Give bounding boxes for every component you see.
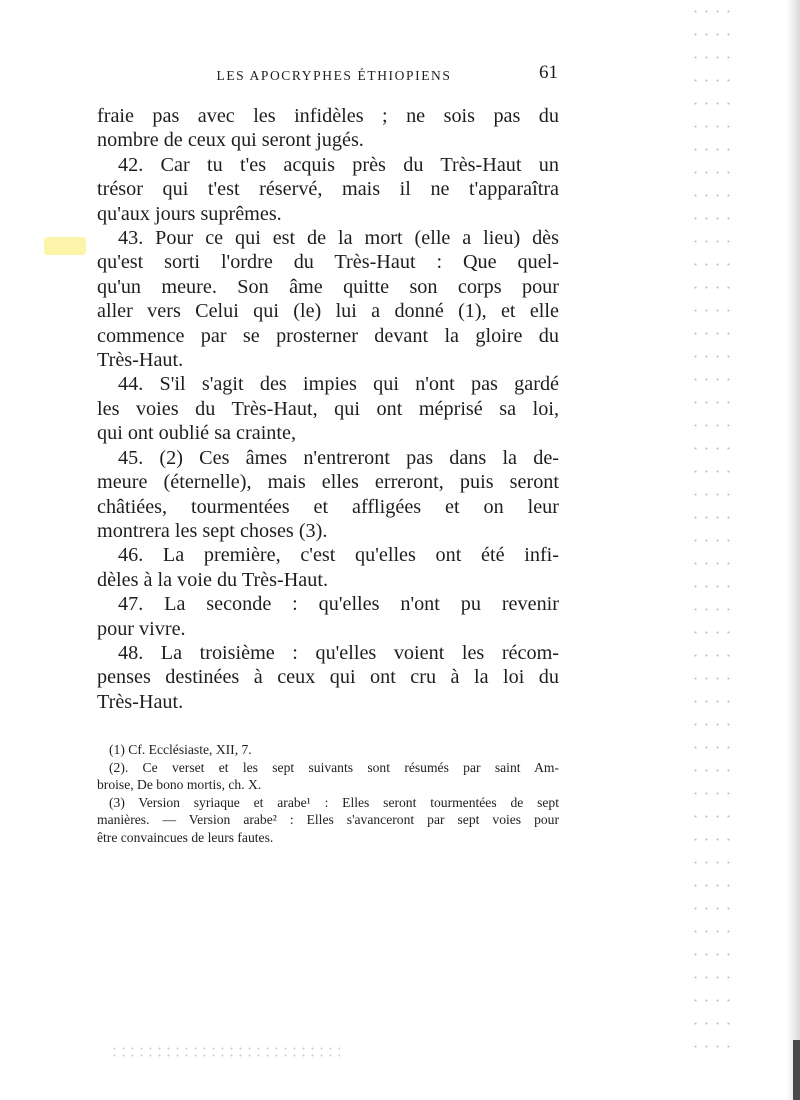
body-line: qu'un meure. Son âme quitte son corps pour [97,275,559,298]
scan-edge-line [793,1040,800,1100]
body-line: qu'aux jours suprêmes. [97,202,282,225]
footnote-3: (3) Version syriaque et arabe¹ : Elles seront tourmentées de sept [109,794,559,810]
body-line: meure (éternelle), mais elles erreront, puis seront [97,471,559,494]
scan-noise-bottom [110,1045,340,1059]
page-number: 61 [539,62,558,83]
footnote-3-cont: être convaincues de leurs fautes. [97,829,274,845]
body-line: nombre de ceux qui seront jugés. [97,129,364,152]
footnote-3-cont: manières. — Version arabe² : Elles s'avanceront par sept voies pour [97,812,559,827]
body-line: trésor qui t'est réservé, mais il ne t'apparaîtra [97,178,559,201]
body-line: Très-Haut. [97,690,184,713]
body-line: fraie pas avec les infidèles ; ne sois pas du [97,105,559,127]
verse-47-start: 47. La seconde : qu'elles n'ont pu revenir [118,593,559,616]
scan-edge-shadow [786,0,800,1100]
footnote-2-cont: broise, De bono mortis, ch. X. [97,777,262,792]
verse-48-start: 48. La troisième : qu'elles voient les récom- [118,641,559,664]
footnote-2: (2). Ce verset et les sept suivants sont résumés par saint Am- [109,759,559,775]
verse-42-start: 42. Car tu t'es acquis près du Très-Haut un [118,153,559,176]
footnote-1: (1) Cf. Ecclésiaste, XII, 7. [109,742,252,757]
body-line: qui ont oublié sa crainte, [97,422,297,445]
body-line: qu'est sorti l'ordre du Très-Haut : Que quel- [97,251,559,274]
body-line: penses destinées à ceux qui ont cru à la loi du [97,666,559,689]
highlighter-mark [44,237,86,255]
body-line: châtiées, tourmentées et affligées et on leur [97,495,559,518]
verse-44-start: 44. S'il s'agit des impies qui n'ont pas gardé [118,373,559,396]
body-line: Très-Haut. [97,349,184,372]
body-line: montrera les sept choses (3). [97,519,328,542]
body-line: commence par se prosterner devant la gloire du [97,324,559,347]
verse-43-start: 43. Pour ce qui est de la mort (elle a lieu) dès [118,227,559,250]
body-line: les voies du Très-Haut, qui ont méprisé sa loi, [97,397,559,420]
verse-46-start: 46. La première, c'est qu'elles ont été infi- [118,544,559,567]
body-line: pour vivre. [97,617,186,640]
footnotes [97,741,559,846]
body-line: aller vers Celui qui (le) lui a donné (1), et elle [97,300,559,323]
body-text [97,104,559,714]
body-line: dèles à la voie du Très-Haut. [97,568,328,591]
scan-noise-margin [690,0,730,1060]
verse-45-start: 45. (2) Ces âmes n'entreront pas dans la de- [118,446,559,469]
running-title: LES APOCRYPHES ÉTHIOPIENS [216,68,452,83]
